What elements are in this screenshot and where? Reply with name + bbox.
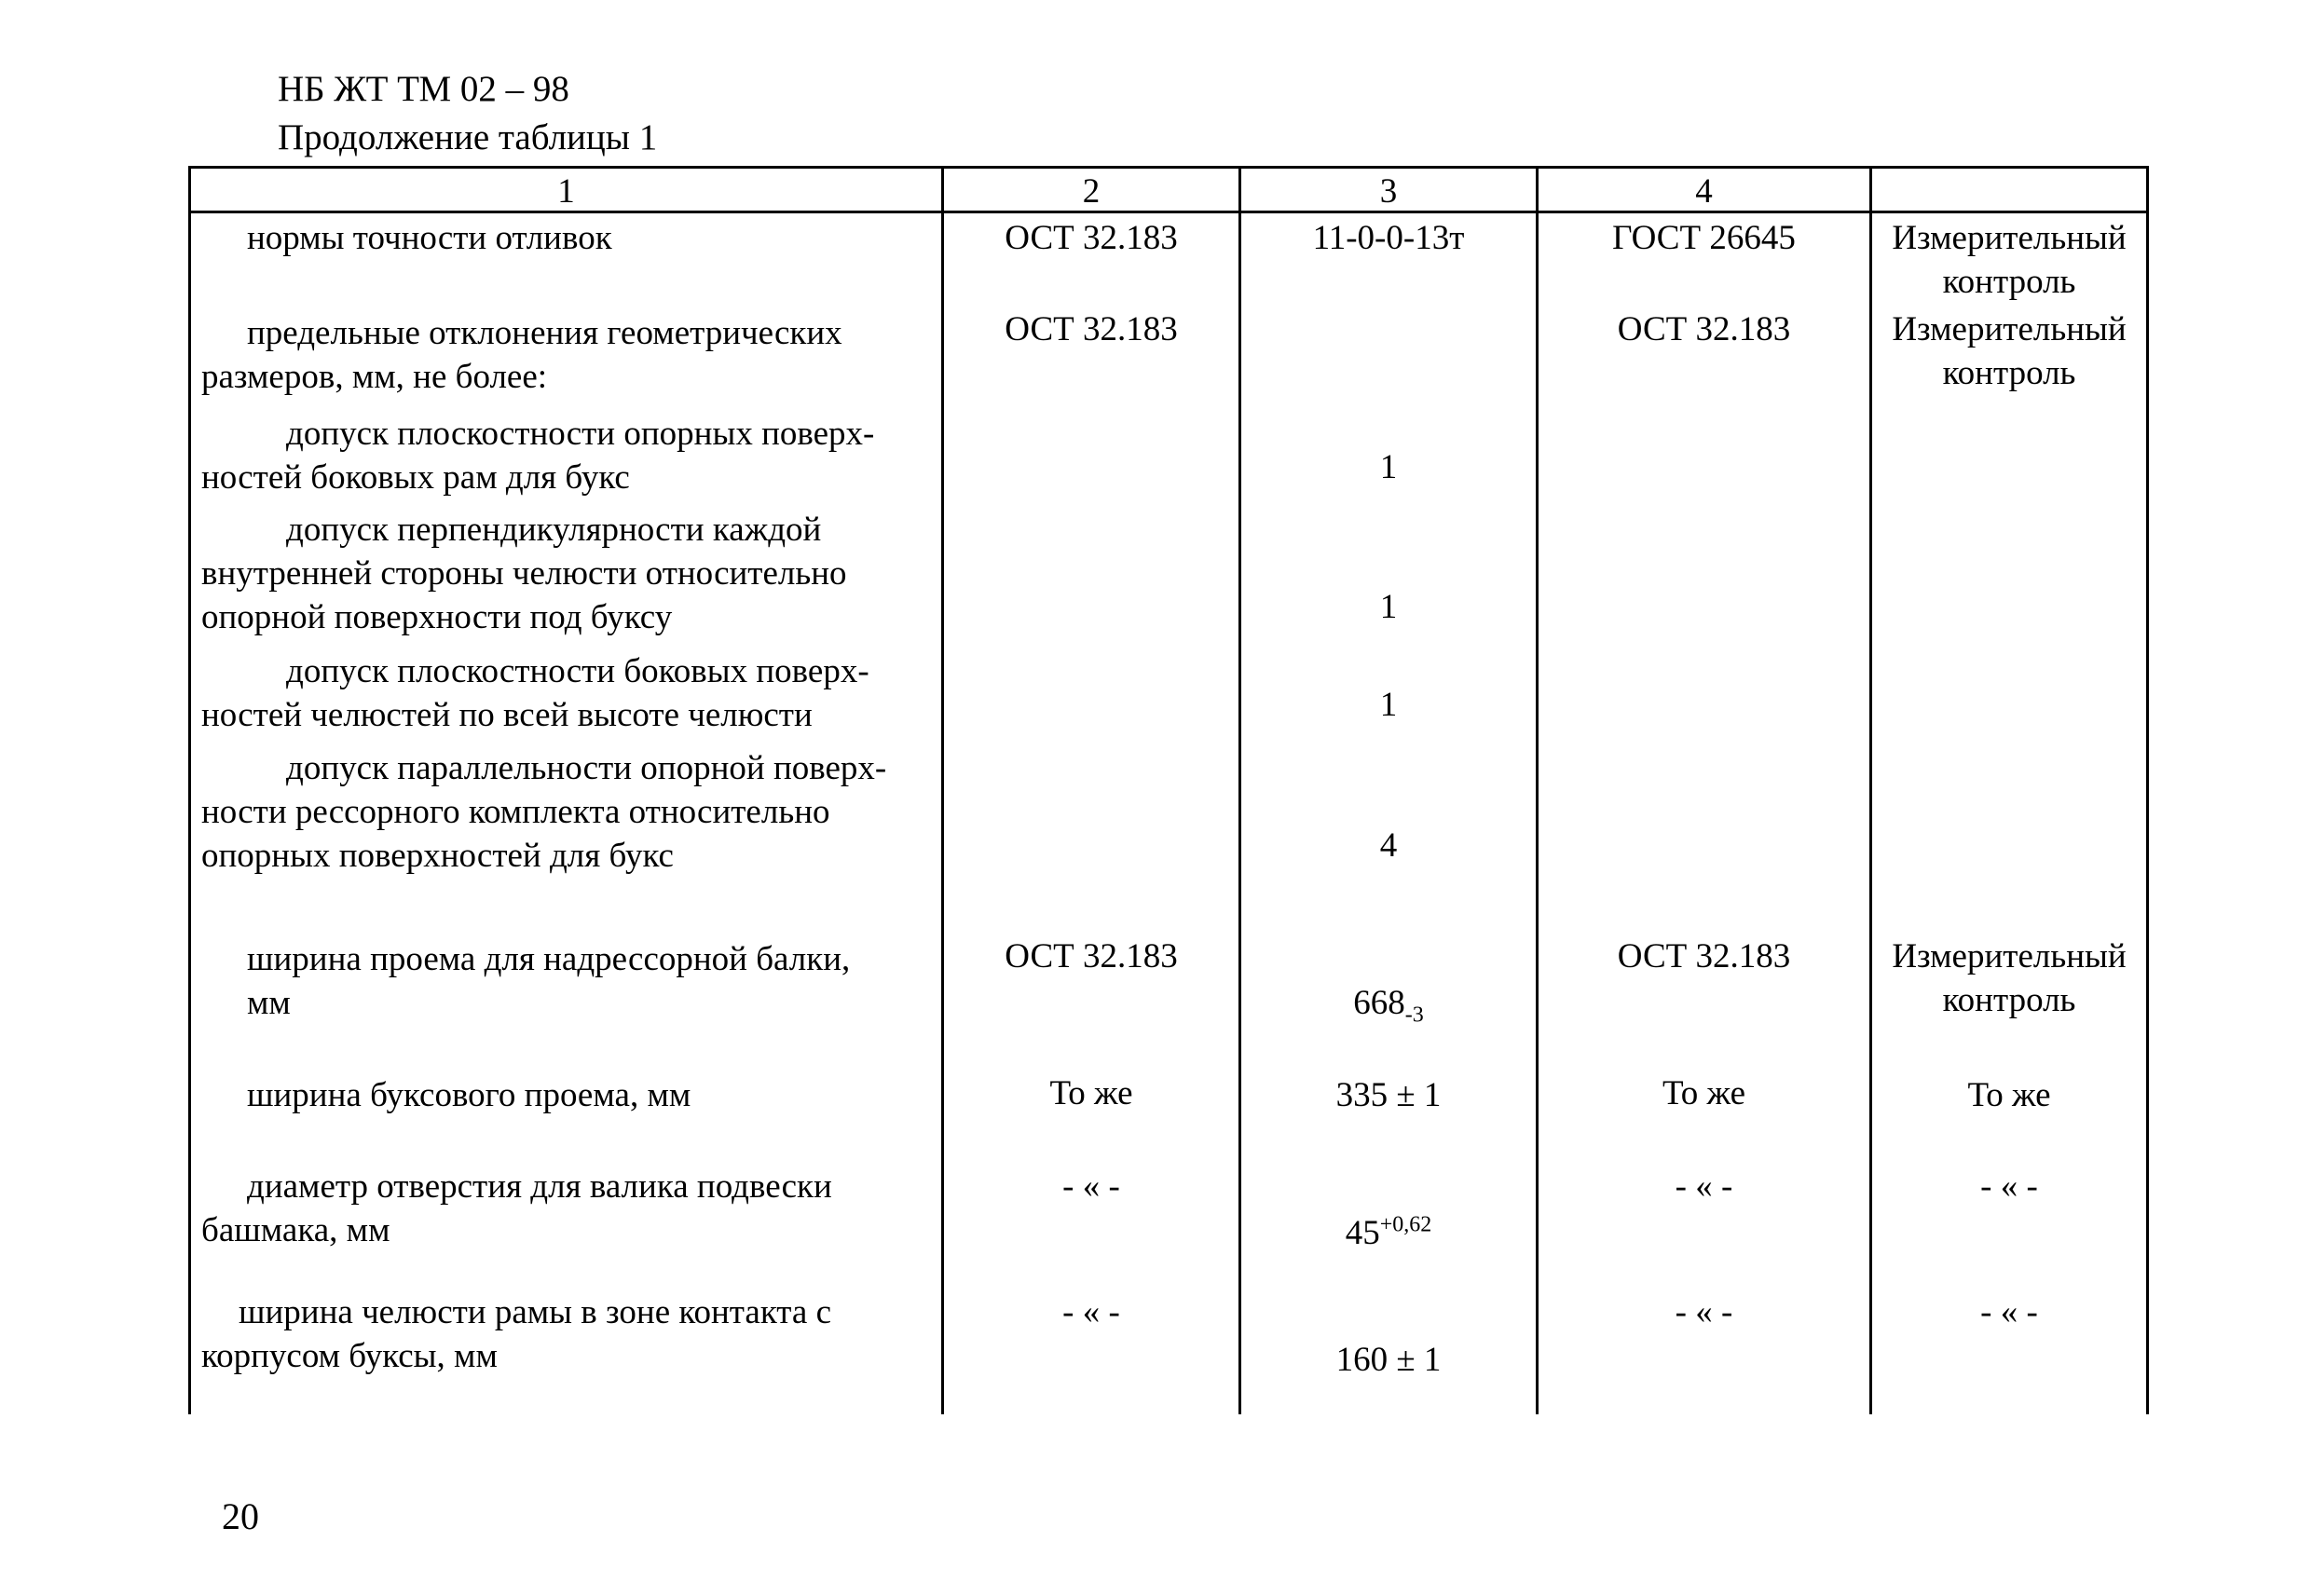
norm-value-base: 45 (1345, 1214, 1380, 1252)
method-standard: ОСТ 32.183 (1617, 937, 1791, 975)
method-standard: - « - (1675, 1293, 1733, 1331)
table-top-border (188, 166, 2149, 169)
norm-value-base: 668 (1353, 984, 1405, 1022)
parameter-name: корпусом буксы, мм (201, 1337, 498, 1375)
parameter-name: ширина буксового проема, мм (247, 1076, 691, 1114)
page-number: 20 (222, 1495, 259, 1537)
norm-value: 4 (1379, 826, 1398, 865)
norm-value (1241, 981, 1536, 1028)
parameter-name: ностей челюстей по всей высоте челюсти (201, 696, 813, 734)
method-standard: ОСТ 32.183 (1617, 310, 1791, 348)
norm-value-tolerance: +0,62 (1379, 1212, 1432, 1237)
table-continuation-title: Продолжение таблицы 1 (278, 117, 658, 157)
column-border (1536, 166, 1539, 1414)
parameter-name: ности рессорного комплекта относительно (201, 793, 830, 831)
control-method: - « - (1980, 1167, 2038, 1206)
method-standard: ГОСТ 26645 (1612, 219, 1796, 257)
standard-ref: ОСТ 32.183 (1005, 937, 1178, 975)
parameter-name: допуск параллельности опорной поверх- (286, 749, 887, 787)
norm-value: 1 (1379, 588, 1398, 626)
standard-ref: - « - (1062, 1167, 1120, 1206)
control-method: контроль (1942, 263, 2076, 301)
parameter-name: нормы точности отливок (247, 219, 612, 257)
parameter-name: опорных поверхностей для букс (201, 837, 674, 875)
parameter-name: ширина проема для надрессорной балки, (247, 940, 851, 978)
parameter-name: ностей боковых рам для букс (201, 458, 630, 497)
column-header: 4 (1695, 172, 1713, 211)
column-border (188, 166, 191, 1414)
standard-ref: То же (1049, 1074, 1133, 1112)
column-header: 1 (557, 172, 575, 211)
norm-value: 1 (1379, 448, 1398, 486)
parameter-name: опорной поверхности под буксу (201, 598, 673, 636)
standard-ref: ОСТ 32.183 (1005, 310, 1178, 348)
control-method: Измерительный (1892, 310, 2127, 348)
parameter-name: башмака, мм (201, 1211, 390, 1249)
parameter-name: внутренней стороны челюсти относительно (201, 554, 847, 593)
parameter-name: допуск перпендикулярности каждой (286, 511, 822, 549)
document-code: НБ ЖТ ТМ 02 – 98 (278, 69, 569, 109)
control-method: - « - (1980, 1293, 2038, 1331)
parameter-name: мм (247, 984, 291, 1022)
parameter-name: ширина челюсти рамы в зоне контакта с (239, 1293, 832, 1331)
control-method: контроль (1942, 354, 2076, 392)
parameter-name: диаметр отверстия для валика подвески (247, 1167, 832, 1206)
control-method: Измерительный (1892, 219, 2127, 257)
norm-value: 1 (1379, 686, 1398, 724)
norm-value (1241, 1211, 1536, 1255)
parameter-name: допуск плоскостности опорных поверх- (286, 415, 875, 453)
parameter-name: предельные отклонения геометрических (247, 314, 842, 352)
parameter-name: допуск плоскостности боковых поверх- (286, 652, 869, 690)
standard-ref: - « - (1062, 1293, 1120, 1331)
parameter-name: размеров, мм, не более: (201, 358, 548, 396)
control-method: контроль (1942, 981, 2076, 1019)
norm-value: 11-0-0-13т (1312, 219, 1465, 257)
column-border (941, 166, 944, 1414)
norm-value: 335 ± 1 (1335, 1076, 1442, 1114)
column-border (2146, 166, 2149, 1414)
control-method: То же (1967, 1076, 2051, 1114)
control-method: Измерительный (1892, 937, 2127, 975)
norm-value: 160 ± 1 (1335, 1341, 1442, 1379)
standard-ref: ОСТ 32.183 (1005, 219, 1178, 257)
column-header: 2 (1082, 172, 1101, 211)
norm-value-tolerance: -3 (1404, 1003, 1424, 1028)
column-header: 3 (1379, 172, 1398, 211)
method-standard: - « - (1675, 1167, 1733, 1206)
method-standard: То же (1662, 1074, 1746, 1112)
